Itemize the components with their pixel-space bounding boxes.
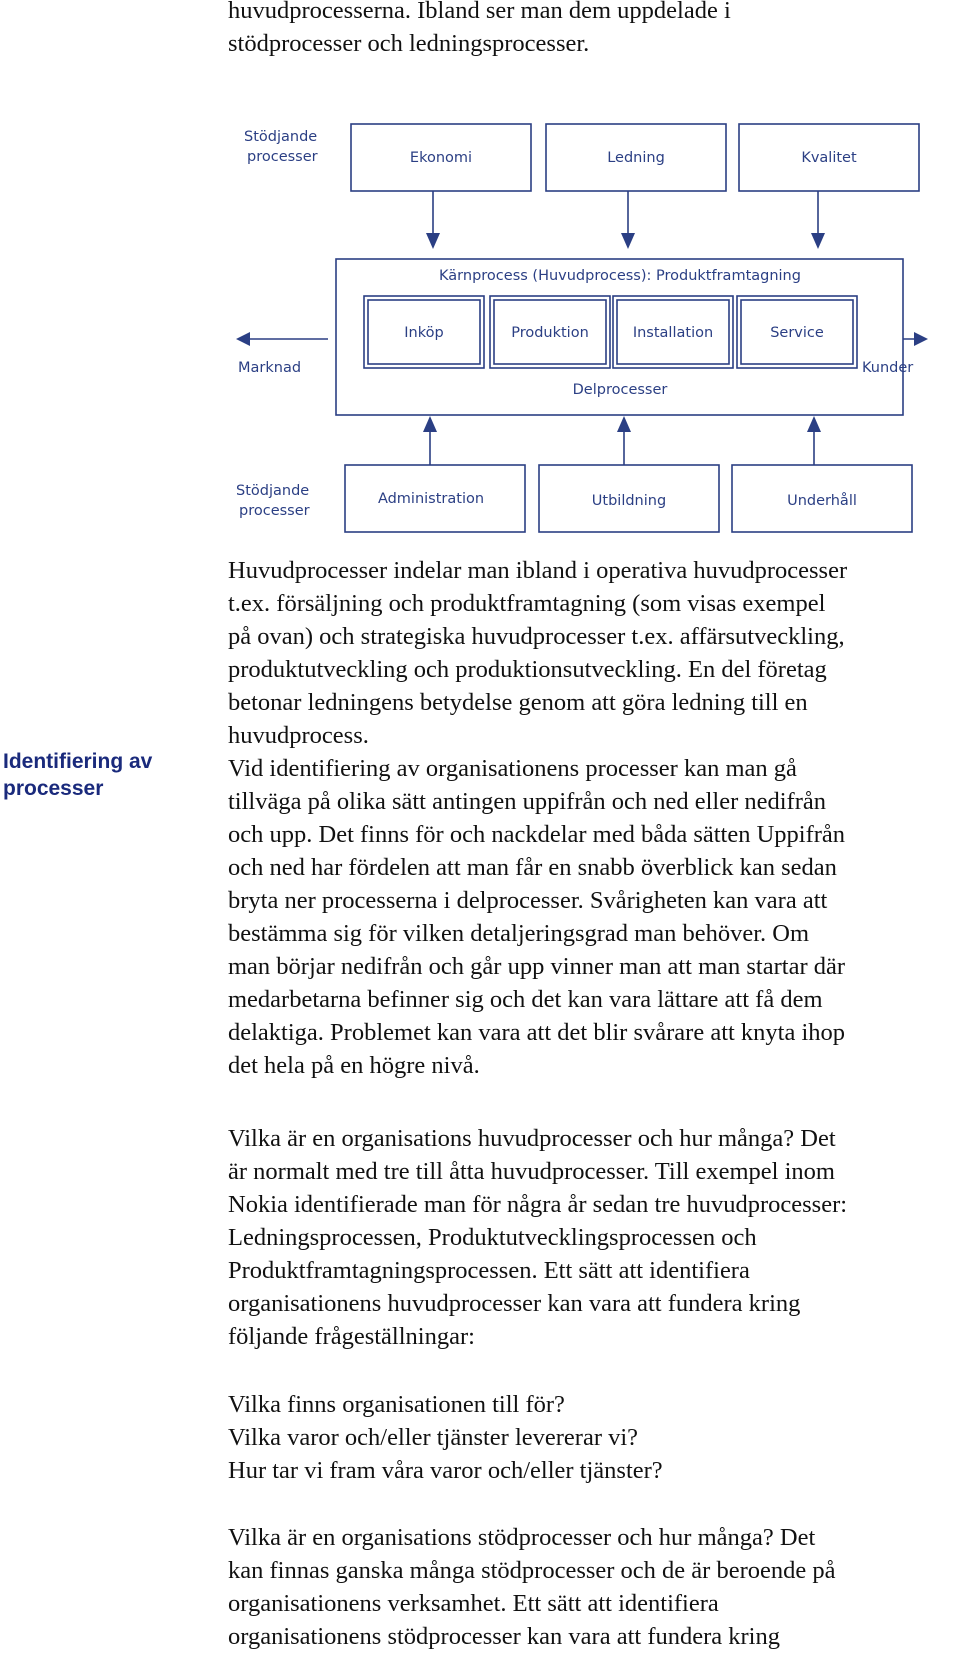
box-inkop-label: Inköp bbox=[404, 325, 444, 341]
box-installation-label: Installation bbox=[632, 325, 714, 341]
intro-paragraph bbox=[228, 0, 960, 60]
text-line: bryta ner processerna i delprocesser. Svårigheten kan vara att bbox=[228, 887, 828, 914]
bottom-support-label-line1: Stödjande bbox=[236, 483, 310, 499]
question-item: Vilka varor och/eller tjänster levererar vi? bbox=[228, 1424, 639, 1451]
text-line: och ned har fördelen att man får en snabb överblick kan sedan bbox=[228, 854, 837, 881]
question-list bbox=[228, 1388, 960, 1487]
box-produktion-label: Produktion bbox=[511, 325, 589, 341]
text-line: Huvudprocesser indelar man ibland i operativa huvudprocesser bbox=[228, 557, 848, 584]
arrow-down-ekonomi-head bbox=[426, 233, 440, 249]
box-underhall-label: Underhåll bbox=[787, 493, 857, 509]
arrow-left-marknad-head bbox=[236, 332, 250, 346]
arrow-up-administration-head bbox=[423, 416, 437, 432]
top-support-label-line2: processer bbox=[247, 149, 318, 165]
text-line: medarbetarna befinner sig och det kan vara lättare att få dem bbox=[228, 986, 823, 1013]
text-line: Vilka är en organisations huvudprocesser och hur många? Det bbox=[228, 1125, 836, 1152]
text-line: organisationens huvudprocesser kan vara att fundera kring bbox=[228, 1290, 801, 1317]
process-diagram bbox=[228, 110, 928, 535]
core-process-title: Kärnprocess (Huvudprocess): Produktframtagning bbox=[439, 268, 801, 284]
text-line: Produktframtagningsprocessen. Ett sätt att identifiera bbox=[228, 1257, 750, 1284]
market-label: Marknad bbox=[238, 360, 302, 376]
text-line: på ovan) och strategiska huvudprocesser t.ex. affärsutveckling, bbox=[228, 623, 845, 650]
section-heading-line: processer bbox=[3, 777, 104, 800]
text-line: följande frågeställningar: bbox=[228, 1323, 475, 1350]
sub-process-caption: Delprocesser bbox=[572, 382, 668, 398]
paragraph-1 bbox=[228, 554, 960, 1082]
text-line: t.ex. försäljning och produktframtagning (som visas exempel bbox=[228, 590, 826, 617]
text-line: Ledningsprocessen, Produktutvecklingsprocessen och bbox=[228, 1224, 757, 1251]
text-line: huvudprocesserna. Ibland ser man dem uppdelade i bbox=[228, 0, 731, 24]
box-ledning-label: Ledning bbox=[607, 150, 665, 166]
text-line: Vid identifiering av organisationens processer kan man gå bbox=[228, 755, 797, 782]
text-line: Vilka är en organisations stödprocesser och hur många? Det bbox=[228, 1524, 816, 1551]
bottom-support-label-line2: processer bbox=[239, 503, 310, 519]
section-heading-line: Identifiering av bbox=[3, 750, 153, 773]
text-line: bestämma sig för vilken detaljeringsgrad man behöver. Om bbox=[228, 920, 810, 947]
text-line: det hela på en högre nivå. bbox=[228, 1052, 480, 1079]
text-line: produktutveckling och produktionsutveckling. En del företag bbox=[228, 656, 827, 683]
question-item: Hur tar vi fram våra varor och/eller tjänster? bbox=[228, 1457, 663, 1484]
text-line: huvudprocess. bbox=[228, 722, 369, 749]
text-line: och upp. Det finns för och nackdelar med båda sätten Uppifrån bbox=[228, 821, 846, 848]
question-item: Vilka finns organisationen till för? bbox=[228, 1391, 565, 1418]
text-line: tillväga på olika sätt antingen uppifrån och ned eller nedifrån bbox=[228, 788, 826, 815]
box-ekonomi-label: Ekonomi bbox=[409, 150, 473, 166]
box-kvalitet-label: Kvalitet bbox=[801, 150, 857, 166]
text-line: man börjar nedifrån och går upp vinner man att man startar där bbox=[228, 953, 846, 980]
paragraph-4 bbox=[228, 1521, 960, 1653]
text-line: kan finnas ganska många stödprocesser och de är beroende på bbox=[228, 1557, 836, 1584]
box-administration-label: Administration bbox=[377, 491, 485, 507]
box-service-label: Service bbox=[770, 325, 824, 341]
paragraph-2 bbox=[228, 1122, 960, 1353]
arrow-up-underhall-head bbox=[807, 416, 821, 432]
text-line: betonar ledningens betydelse genom att göra ledning till en bbox=[228, 689, 808, 716]
text-line: är normalt med tre till åtta huvudprocesser. Till exempel inom bbox=[228, 1158, 835, 1185]
box-utbildning-label: Utbildning bbox=[591, 493, 667, 509]
arrow-down-kvalitet-head bbox=[811, 233, 825, 249]
section-heading bbox=[3, 748, 203, 802]
arrow-down-ledning-head bbox=[621, 233, 635, 249]
top-support-label-line1: Stödjande bbox=[244, 129, 318, 145]
text-line: organisationens verksamhet. Ett sätt att identifiera bbox=[228, 1590, 719, 1617]
text-line: organisationens stödprocesser kan vara att fundera kring bbox=[228, 1623, 780, 1650]
customers-label: Kunder bbox=[862, 360, 914, 376]
text-line: stödprocesser och ledningsprocesser. bbox=[228, 30, 590, 57]
text-line: delaktiga. Problemet kan vara att det blir svårare att knyta ihop bbox=[228, 1019, 846, 1046]
arrow-up-utbildning-head bbox=[617, 416, 631, 432]
text-line: Nokia identifierade man för några år sedan tre huvudprocesser: bbox=[228, 1191, 848, 1218]
arrow-right-kunder-head bbox=[914, 332, 928, 346]
